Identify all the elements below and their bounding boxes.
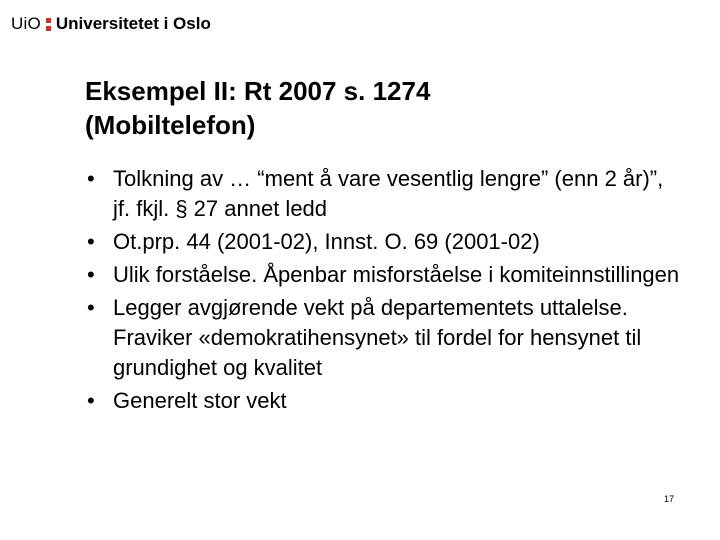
slide-title <box>85 74 685 142</box>
bullet-dot: • <box>87 166 95 191</box>
logo-square-bottom <box>46 26 51 31</box>
header-logo <box>11 13 211 35</box>
logo-uio-text: UiO <box>11 14 41 33</box>
bullet-dot: • <box>87 229 95 254</box>
slide-title-line-2: (Mobiltelefon) <box>85 110 256 140</box>
bullet-list <box>85 164 685 419</box>
bullet-text: Legger avgjørende vekt på departementets uttalelse. Fraviker «demokratihensynet» til fordel for hensynet til grundighet og kvalitet <box>113 295 642 380</box>
university-name: Universitetet i Oslo <box>55 14 211 33</box>
bullet-text: Ulik forståelse. Åpenbar misforståelse i komiteinnstillingen <box>113 262 680 287</box>
bullet-text: Tolkning av … “ment å vare vesentlig lengre” (enn 2 år)”, jf. fkjl. § 27 annet ledd <box>113 166 664 221</box>
bullet-item <box>85 386 685 416</box>
bullet-dot: • <box>87 262 95 287</box>
bullet-item <box>85 260 685 290</box>
bullet-text: Generelt stor vekt <box>113 388 287 413</box>
bullet-text: Ot.prp. 44 (2001-02), Innst. O. 69 (2001-02) <box>113 229 540 254</box>
bullet-item <box>85 293 685 383</box>
bullet-item <box>85 227 685 257</box>
page-number: 17 <box>664 494 675 504</box>
uio-logo-icon <box>46 16 51 32</box>
bullet-dot: • <box>87 388 95 413</box>
bullet-item <box>85 164 685 224</box>
bullet-dot: • <box>87 295 95 320</box>
logo-square-top <box>46 18 51 23</box>
slide-title-line-1: Eksempel II: Rt 2007 s. 1274 <box>85 76 431 106</box>
